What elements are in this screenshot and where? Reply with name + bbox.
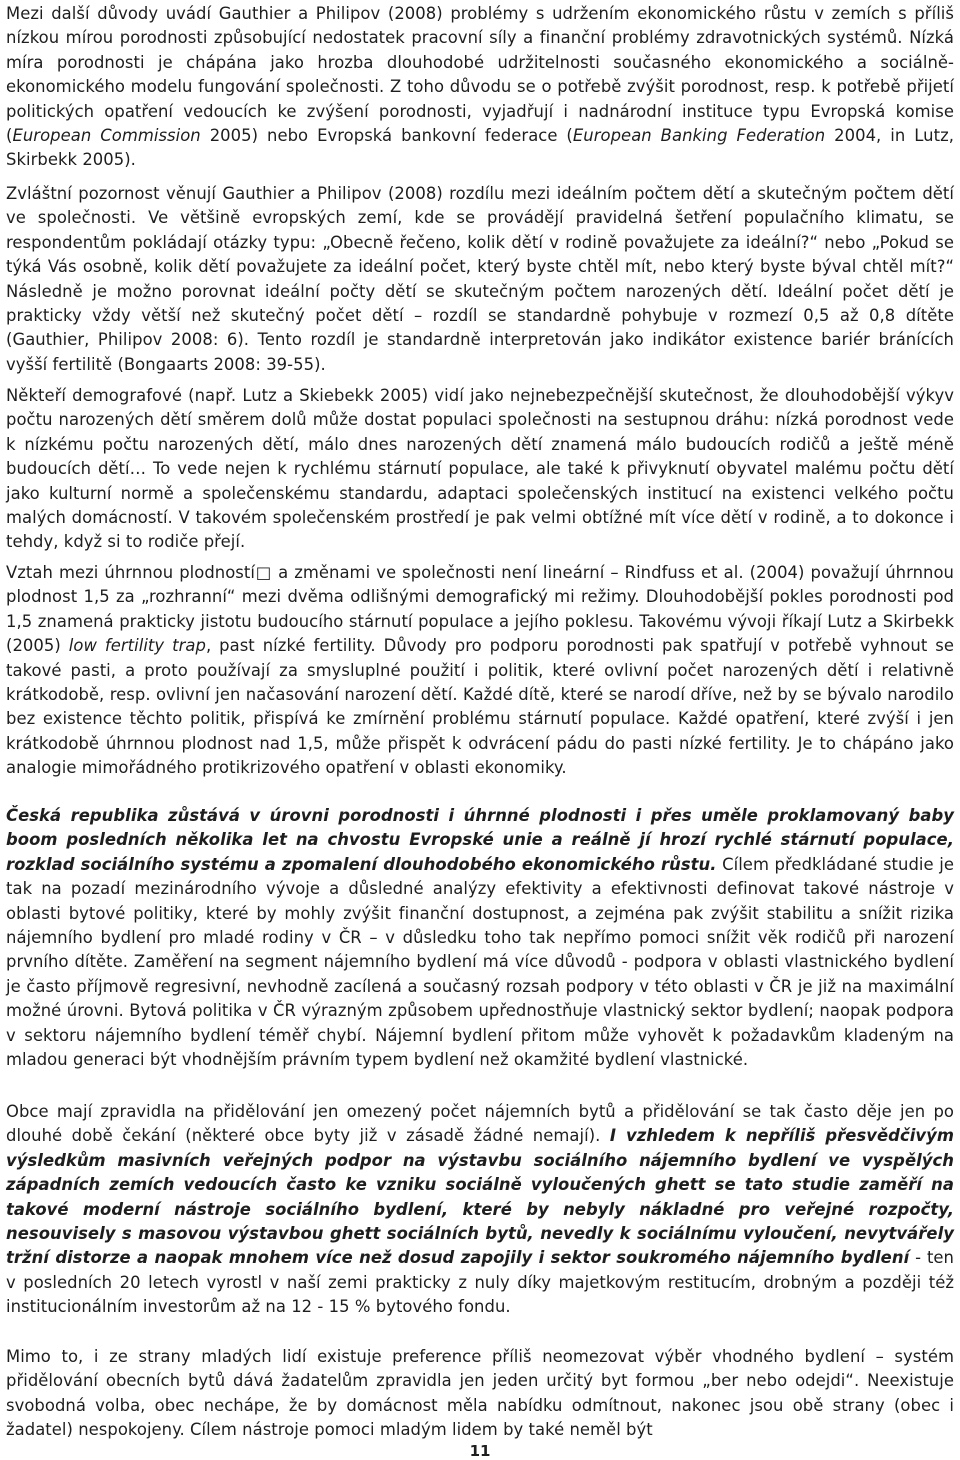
p1-text-mid: 2005) nebo Evropská bankovní federace (	[200, 126, 573, 146]
p4-text-rest: , past nízké fertility. Důvody pro podporu porodnosti pak spatřují v potřebě vyhnout se takové pasti, a proto používají za smysluplné použití i politik, které ovlivní počet narozených dětí i relativně krátkodobě, resp. ovlivní jen načasování narození dětí. Každé dítě, které se narodí dříve, než by se bývalo narodilo bez existence těchto politik, přispívá ke zmírnění problému stárnutí populace. Každé opatření, které zvýší i jen krátkodobě úhrnnou plodnost nad 1,5, může přispět k odvrácení pádu do pasti nízké fertility. Je to chápáno jako analogie mimořádného protikrizového opatření v oblasti ekonomiky.	[6, 636, 955, 778]
p6-text: Obce mají zpravidla na přidělování jen omezený počet nájemních bytů a přidělování se tak často děje jen po dlouhé době čekání (některé obce byty již v zásadě žádné nemají).	[6, 1102, 954, 1146]
p5-bold-emphasis: Česká republika zůstává v úrovni porodnosti i úhrnné plodnosti i přes uměle proklamovaný baby boom posledních několika let na chvostu Evropské unie a reálně jí hrozí rychlé stárnutí populace, rozklad sociálního systému a zpomalení dlouhodobého ekonomického růstu.	[6, 806, 954, 874]
p7-text: Mimo to, i ze strany mladých lidí existuje preference příliš neomezovat výběr vhodného bydlení – systém přidělování obecních bytů dává žadatelům zpravidla jen jeden určitý byt formou „ber nebo odejdi“. Neexistuje svobodná volba, obec nechápe, že by domácnost měla nabídku odmítnout, nakonec jsou obě strany (obec i žadatel) nespokojeny. Cílem nástroje pomoci mladým lidem by také neměl být	[6, 1347, 954, 1440]
p5-text: Cílem předkládané studie je tak na pozadí mezinárodního vývoje a důsledné analýzy efektivity a efektivnosti definovat takové nástroje v oblasti bytové politiky, které by mohly zvýšit finanční dostupnost, a zejména pak zvýšit stabilitu a snížit rizika nájemního bydlení pro mladé rodiny v ČR – v důsledku toho tak nepřímo pomoci snížit věk rodičů při narození prvního dítěte. Zaměření na segment nájemního bydlení má více důvodů - podpora v oblasti vlastnického bydlení je často příjmově regresivní, nevhodně zacílená a současný rozsah podpory v této oblasti v ČR je již na maximální možné úrovni. Bytová politika v ČR výrazným způsobem upřednostňuje vlastnický sektor bydlení; naopak podpora v sektoru nájemního bydlení téměř chybí. Nájemní bydlení přitom může vyhovět k požadavkům kladeným na mladou generaci být vhodnějším právním typem bydlení než okamžité bydlení vlastnické.	[6, 854, 954, 1070]
p1-text: Mezi další důvody uvádí Gauthier a Philipov (2008) problémy s udržením ekonomického růstu v zemích s příliš nízkou mírou porodnosti způsobující nedostatek pracovní síly a finanční problémy zdravotnických systémů. Nízká míra porodnosti je chápána jako hrozba dlouhodobé udržitelnosti současného ekonomického a sociálně-ekonomického modelu fungování společnosti. Z toho důvodu se o potřebě zvýšit porodnost, resp. k potřebě přijetí politických opatření vedoucích ke zvýšení porodnosti, vyjadřují i nadnárodní instituce typu Evropská komise (	[6, 4, 954, 146]
p4-emphasis-low-fertility-trap: low fertility trap	[68, 636, 206, 656]
paragraph-young-people-preference	[6, 1345, 954, 1443]
p6-bold-emphasis: I vzhledem k nepříliš přesvědčivým výsledkům masivních veřejných podpor na výstavbu sociálního nájemního bydlení ve vyspělých západních zemích vedoucích často ke vzniku sociálně vyloučených ghett se tato studie zaměří na takové moderní nástroje sociálního bydlení, které by nebyly nákladné pro veřejné rozpočty, nesouvisely s masovou výstavbou ghett sociálních bytů, nevedly k sociálnímu vyloučení, nevytvářely tržní distorze a naopak mnohem více než dosud zapojily i sektor soukromého nájemního bydlení	[6, 1126, 954, 1268]
p1-text-end: 2004, in Lutz, Skirbekk 2005).	[6, 126, 954, 170]
paragraph-czech-republic	[6, 804, 954, 1072]
p2-text: Zvláštní pozornost věnují Gauthier a Philipov (2008) rozdílu mezi ideálním počtem dětí a skutečným počtem dětí ve společnosti. Ve většině evropských zemí, kde se provádějí pravidelná šetření populačního klimatu, se respondentům pokládají otázky typu: „Obecně řečeno, kolik dětí v rodině považujete za ideální?“ nebo „Pokud se týká Vás osobně, kolik dětí považujete za ideální počet, který byste chtěl mít, nebo který byste býval chtěl mít?“ Následně je možno porovnat ideální počty dětí se skutečným počtem narozených dětí. Ideální počet dětí je prakticky vždy větší než skutečný počet dětí – rozdíl se standardně pohybuje v rozmezí 0,5 až 0,8 dítěte (Gauthier, Philipov 2008: 6). Tento rozdíl je standardně interpretován jako indikátor existence bariér bránících vyšší fertilitě (Bongaarts 2008: 39-55).	[6, 184, 954, 374]
p4-text: Vztah mezi úhrnnou plodností□ a změnami ve společnosti není lineární – Rindfuss et al. (2004) považují úhrnnou plodnost 1,5 za „rozhranní“ mezi dvěma odlišnými demografický mi režimy. Dlouhodobější pokles porodnosti pod 1,5 znamená prakticky jistotu budoucího stárnutí populace a jejího poklesu. Takovému vývoji říkají Lutz a Skirbekk (2005)	[6, 563, 954, 656]
paragraph-growth-reasons	[6, 2, 954, 173]
p6-text-rest: - ten v posledních 20 letech vyrostl v naší zemi prakticky z nuly díky majetkovým restitucím, drobným a později též institucionálním investorům až na 12 - 15 % bytového fondu.	[6, 1248, 954, 1317]
paragraph-fertility-trap	[6, 561, 954, 781]
p3-text: Někteří demografové (např. Lutz a Skiebekk 2005) vidí jako nejnebezpečnější skutečnost, že dlouhodobější výkyv počtu narozených dětí směrem dolů může dostat populaci společnosti na sestupnou dráhu: nízká porodnost vede k nízkému počtu narozených dětí, málo dnes narozených dětí znamená málo budoucích rodičů a ještě méně budoucích dětí… To vede nejen k rychlému stárnutí populace, ale také k přivyknutí obyvatel malému počtu dětí jako kulturní normě a společenskému standardu, adaptaci společenských institucí na existenci velkého počtu malých domácností. V takovém společenském prostředí je pak velmi obtížné mít více dětí v rodině, a to dokonce i tehdy, když si to rodiče přejí.	[6, 386, 954, 552]
paragraph-municipal-housing	[6, 1100, 954, 1320]
paragraph-demographers	[6, 384, 954, 555]
p1-emphasis-banking-federation: European Banking Federation	[572, 126, 826, 146]
paragraph-ideal-vs-actual	[6, 182, 954, 377]
p1-emphasis-european-commission: European Commission	[12, 126, 201, 146]
page-number: 11	[469, 1442, 491, 1460]
